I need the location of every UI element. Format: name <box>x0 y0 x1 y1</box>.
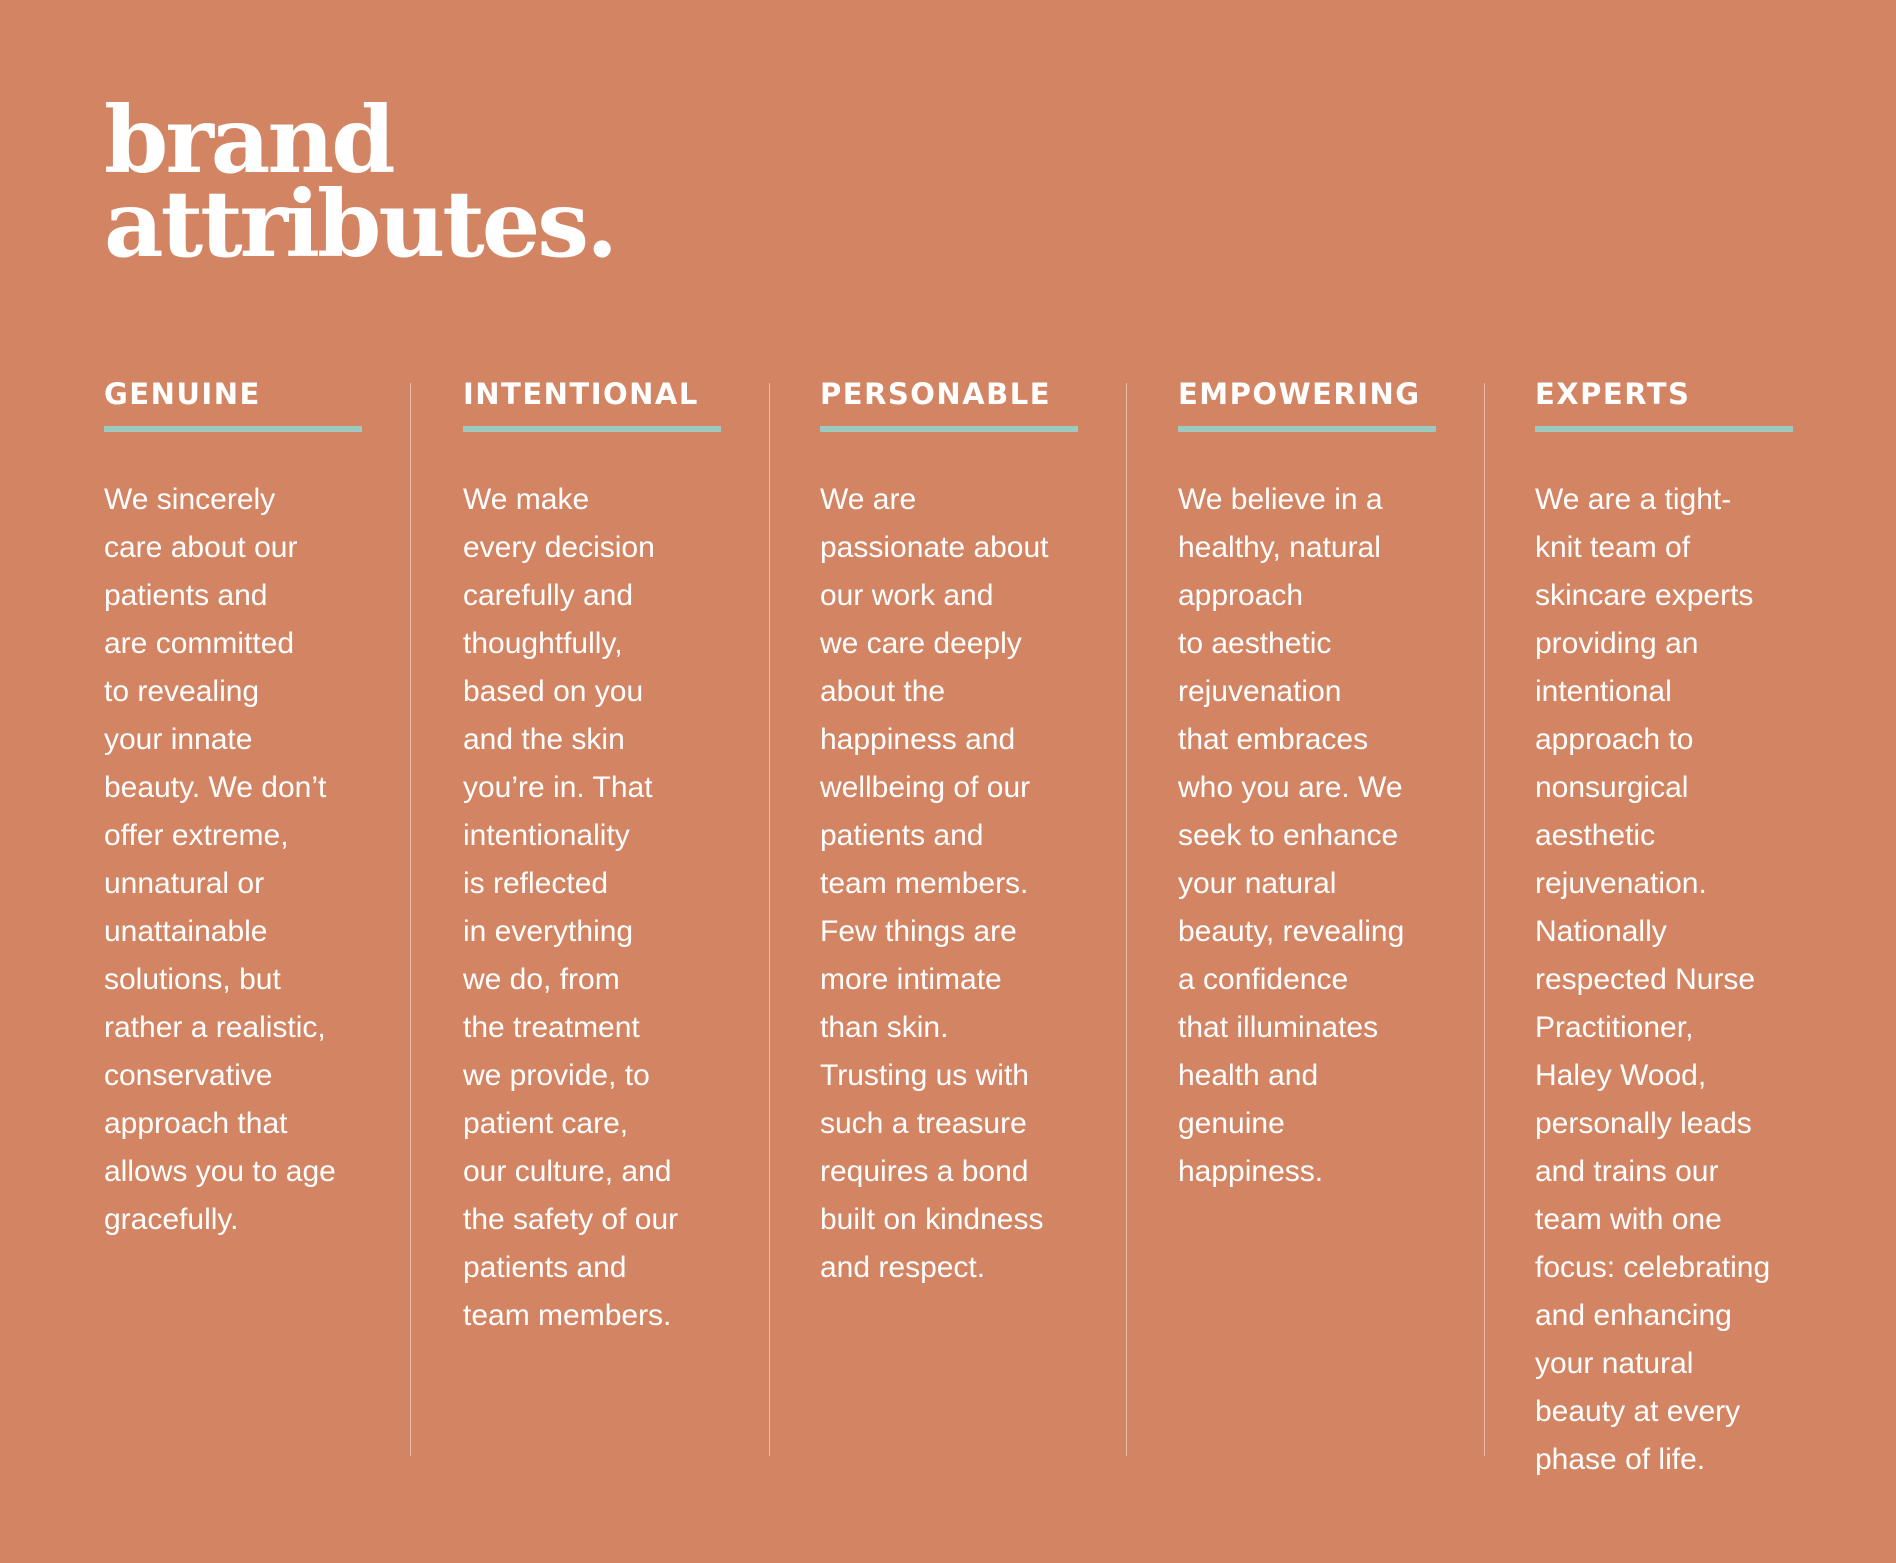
attribute-column-intentional <box>463 376 725 1340</box>
description-line: requires a bond <box>820 1155 1029 1188</box>
description-line: approach that <box>104 1107 288 1140</box>
attribute-description <box>1178 476 1440 1196</box>
description-line: team members. <box>820 867 1029 900</box>
description-line: seek to enhance <box>1178 819 1399 852</box>
heading-underline <box>820 426 1078 432</box>
heading-underline <box>1178 426 1436 432</box>
description-line: we provide, to <box>463 1059 650 1092</box>
description-line: patients and <box>104 579 268 612</box>
description-line: that embraces <box>1178 723 1369 756</box>
description-line: nonsurgical <box>1535 771 1689 804</box>
description-line: your innate <box>104 723 253 756</box>
description-line: team members. <box>463 1299 672 1332</box>
description-line: patients and <box>820 819 984 852</box>
attribute-column-genuine <box>104 376 366 1244</box>
attribute-column-empowering <box>1178 376 1440 1196</box>
description-line: a confidence <box>1178 963 1349 996</box>
description-line: We make <box>463 483 590 516</box>
column-divider <box>769 383 770 1456</box>
description-line: allows you to age <box>104 1155 336 1188</box>
description-line: We sincerely <box>104 483 276 516</box>
description-line: we do, from <box>463 963 620 996</box>
description-line: in everything <box>463 915 634 948</box>
description-line: that illuminates <box>1178 1011 1379 1044</box>
description-line: is reflected <box>463 867 609 900</box>
description-line: patient care, <box>463 1107 629 1140</box>
description-line: our work and <box>820 579 994 612</box>
description-line: We are <box>820 483 917 516</box>
description-line: rejuvenation <box>1178 675 1342 708</box>
attribute-description <box>820 476 1082 1292</box>
heading-underline <box>1535 426 1793 432</box>
description-line: healthy, natural <box>1178 531 1381 564</box>
description-line: beauty, revealing <box>1178 915 1405 948</box>
attribute-description <box>1535 476 1797 1484</box>
description-line: care about our <box>104 531 298 564</box>
description-line: we care deeply <box>820 627 1022 660</box>
description-line: conservative <box>104 1059 273 1092</box>
description-line: to revealing <box>104 675 260 708</box>
description-line: genuine <box>1178 1107 1285 1140</box>
description-line: Trusting us with <box>820 1059 1029 1092</box>
description-line: Nationally <box>1535 915 1667 948</box>
description-line: carefully and <box>463 579 634 612</box>
title-line-2: attributes. <box>104 170 616 278</box>
attribute-column-personable <box>820 376 1082 1292</box>
description-line: intentional <box>1535 675 1672 708</box>
attribute-heading: PERSONABLE <box>820 377 1052 411</box>
description-line: gracefully. <box>104 1203 239 1236</box>
description-line: providing an <box>1535 627 1699 660</box>
description-line: about the <box>820 675 946 708</box>
description-line: who you are. We <box>1178 771 1403 804</box>
description-line: unattainable <box>104 915 268 948</box>
description-line: happiness and <box>820 723 1016 756</box>
description-line: focus: celebrating <box>1535 1251 1771 1284</box>
description-line: passionate about <box>820 531 1049 564</box>
attribute-heading: INTENTIONAL <box>463 377 699 411</box>
description-line: to aesthetic <box>1178 627 1332 660</box>
description-line: beauty at every <box>1535 1395 1741 1428</box>
description-line: unnatural or <box>104 867 265 900</box>
description-line: rejuvenation. <box>1535 867 1707 900</box>
description-line: rather a realistic, <box>104 1011 326 1044</box>
description-line: our culture, and <box>463 1155 672 1188</box>
description-line: intentionality <box>463 819 630 852</box>
description-line: more intimate <box>820 963 1002 996</box>
description-line: personally leads <box>1535 1107 1752 1140</box>
description-line: the treatment <box>463 1011 640 1044</box>
description-line: patients and <box>463 1251 627 1284</box>
attribute-heading: EXPERTS <box>1535 377 1691 411</box>
column-divider <box>1126 383 1127 1456</box>
description-line: and trains our <box>1535 1155 1719 1188</box>
description-line: than skin. <box>820 1011 949 1044</box>
description-line: aesthetic <box>1535 819 1656 852</box>
column-divider <box>1484 383 1485 1456</box>
description-line: and enhancing <box>1535 1299 1732 1332</box>
description-line: every decision <box>463 531 655 564</box>
attribute-description <box>463 476 725 1340</box>
description-line: approach to <box>1535 723 1694 756</box>
description-line: and the skin <box>463 723 625 756</box>
attribute-heading: GENUINE <box>104 377 261 411</box>
description-line: your natural <box>1178 867 1337 900</box>
description-line: such a treasure <box>820 1107 1027 1140</box>
description-line: are committed <box>104 627 295 660</box>
title-line-1: brand <box>104 86 393 194</box>
description-line: you’re in. That <box>463 771 653 804</box>
description-line: team with one <box>1535 1203 1722 1236</box>
column-divider <box>410 383 411 1456</box>
description-line: the safety of our <box>463 1203 679 1236</box>
description-line: thoughtfully, <box>463 627 623 660</box>
description-line: health and <box>1178 1059 1319 1092</box>
description-line: approach <box>1178 579 1304 612</box>
description-line: We believe in a <box>1178 483 1383 516</box>
heading-underline <box>463 426 721 432</box>
description-line: your natural <box>1535 1347 1694 1380</box>
description-line: and respect. <box>820 1251 986 1284</box>
description-line: Haley Wood, <box>1535 1059 1707 1092</box>
heading-underline <box>104 426 362 432</box>
description-line: Few things are <box>820 915 1017 948</box>
description-line: respected Nurse <box>1535 963 1756 996</box>
description-line: built on kindness <box>820 1203 1044 1236</box>
attribute-heading: EMPOWERING <box>1178 377 1421 411</box>
description-line: happiness. <box>1178 1155 1324 1188</box>
attribute-description <box>104 476 366 1244</box>
attribute-column-experts <box>1535 376 1797 1484</box>
description-line: wellbeing of our <box>820 771 1031 804</box>
description-line: beauty. We don’t <box>104 771 327 804</box>
description-line: knit team of <box>1535 531 1691 564</box>
description-line: Practitioner, <box>1535 1011 1694 1044</box>
description-line: solutions, but <box>104 963 281 996</box>
description-line: offer extreme, <box>104 819 289 852</box>
description-line: skincare experts <box>1535 579 1754 612</box>
description-line: phase of life. <box>1535 1443 1706 1476</box>
page-title <box>104 86 616 278</box>
description-line: based on you <box>463 675 644 708</box>
description-line: We are a tight- <box>1535 483 1732 516</box>
